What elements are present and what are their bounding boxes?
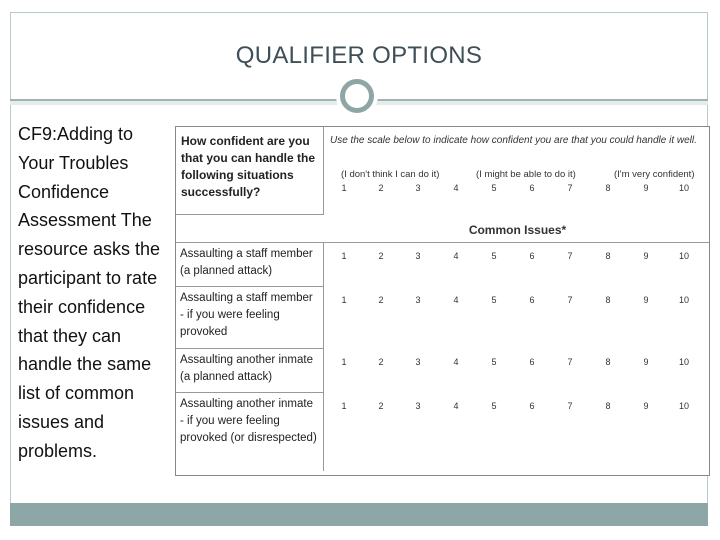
scale-number: 7 [567, 183, 573, 193]
scale-number: 7 [567, 357, 573, 367]
scale-number-row [176, 401, 709, 415]
scale-number: 7 [567, 251, 573, 261]
scale-number: 5 [491, 401, 497, 411]
scale-number: 3 [415, 401, 421, 411]
scale-number: 5 [491, 295, 497, 305]
scale-number: 7 [567, 295, 573, 305]
scale-number: 8 [605, 401, 611, 411]
divider-circle-ornament [340, 79, 374, 113]
scale-number: 10 [678, 251, 689, 261]
scale-number: 3 [415, 251, 421, 261]
form-question: How confident are you that you can handle the following situations successfully? [176, 127, 324, 215]
scale-number: 10 [678, 295, 689, 305]
slide-title: QUALIFIER OPTIONS [235, 42, 483, 69]
scale-number: 6 [529, 183, 535, 193]
scale-number: 9 [643, 183, 649, 193]
scale-number: 8 [605, 251, 611, 261]
scale-number: 5 [491, 183, 497, 193]
scale-number: 10 [678, 401, 689, 411]
scale-number: 1 [341, 295, 347, 305]
scale-number: 8 [605, 295, 611, 305]
scale-number: 6 [529, 357, 535, 367]
footer-bar [10, 503, 708, 526]
scale-number: 1 [341, 401, 347, 411]
scale-number: 9 [643, 401, 649, 411]
row-label: Assaulting a staff member - if you were feeling provoked [176, 287, 324, 349]
scale-number: 2 [378, 251, 384, 261]
row-label: Assaulting a staff member (a planned attack) [176, 243, 324, 287]
scale-number: 8 [605, 183, 611, 193]
confidence-form-image [175, 126, 710, 476]
scale-number: 1 [341, 183, 347, 193]
scale-number: 9 [643, 357, 649, 367]
scale-number: 4 [453, 357, 459, 367]
scale-number-row [176, 357, 709, 371]
sidebar-description: CF9:Adding to Your Troubles Confidence Assessment The resource asks the participant to rate their confidence that they can handle the same list of common issues and problems. [18, 124, 161, 461]
scale-low-label: (I don't think I can do it) [341, 169, 440, 180]
scale-number: 2 [378, 401, 384, 411]
row-label: Assaulting another inmate (a planned attack) [176, 349, 324, 393]
scale-number: 4 [453, 251, 459, 261]
scale-number: 6 [529, 295, 535, 305]
scale-number: 10 [678, 357, 689, 367]
scale-number: 1 [341, 357, 347, 367]
scale-number: 6 [529, 251, 535, 261]
scale-number: 7 [567, 401, 573, 411]
scale-number: 3 [415, 357, 421, 367]
scale-number: 9 [643, 251, 649, 261]
section-heading: Common Issues* [176, 215, 709, 243]
scale-number: 1 [341, 251, 347, 261]
scale-number: 4 [453, 295, 459, 305]
scale-number-row [176, 295, 709, 309]
scale-number: 10 [678, 183, 689, 193]
scale-number-row [176, 251, 709, 265]
scale-number: 4 [453, 183, 459, 193]
scale-number-row-header [176, 183, 709, 197]
scale-number: 3 [415, 183, 421, 193]
scale-number: 6 [529, 401, 535, 411]
scale-number: 9 [643, 295, 649, 305]
scale-number: 2 [378, 183, 384, 193]
scale-number: 8 [605, 357, 611, 367]
scale-mid-label: (I might be able to do it) [476, 169, 576, 180]
row-label: Assaulting another inmate - if you were feeling provoked (or disrespected) [176, 393, 324, 471]
scale-number: 3 [415, 295, 421, 305]
scale-number: 2 [378, 357, 384, 367]
scale-number: 5 [491, 357, 497, 367]
scale-number: 4 [453, 401, 459, 411]
scale-number: 5 [491, 251, 497, 261]
form-instruction: Use the scale below to indicate how confident you are that you could handle it well. [330, 135, 697, 146]
scale-high-label: (I'm very confident) [614, 169, 695, 180]
scale-number: 2 [378, 295, 384, 305]
